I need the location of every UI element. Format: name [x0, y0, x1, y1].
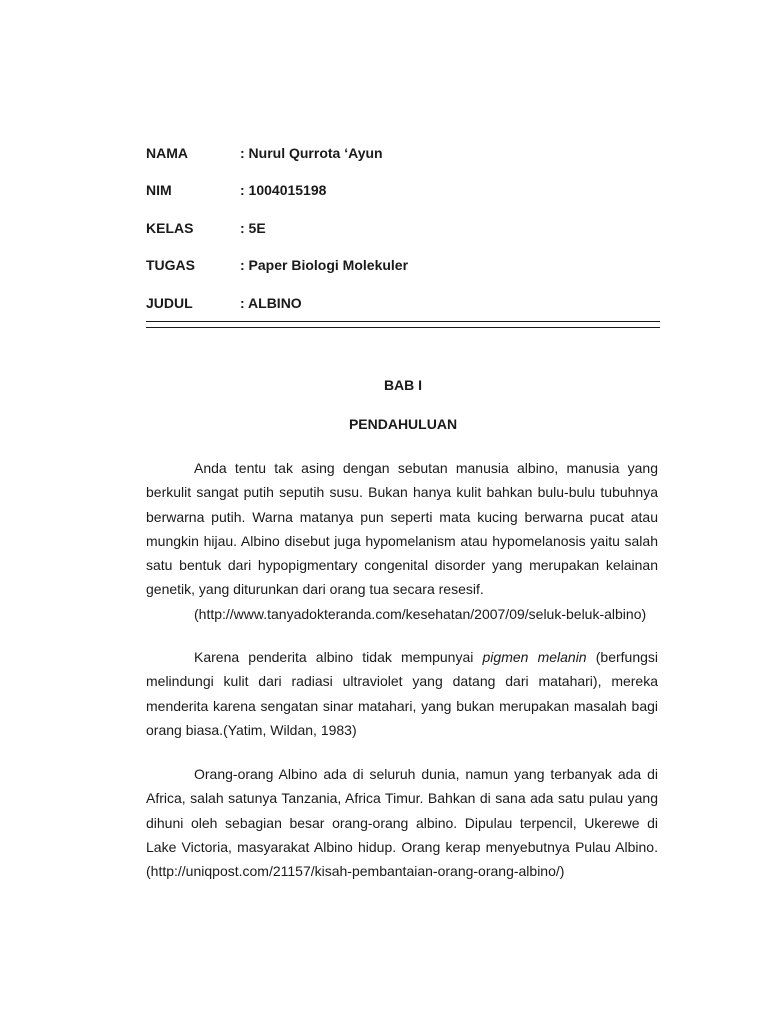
header-label-nim: NIM: [146, 182, 172, 198]
paragraph-2-text-end: (berfungsi melindungi kulit dari radiasi ultraviolet yang datang dari matahari), mereka menderita karena sengatan sinar matahari, yang bukan merupakan masalah bagi orang biasa.(Yatim, Wildan, 1983): [146, 649, 658, 738]
header-label-kelas: KELAS: [146, 220, 194, 236]
header-value-nim: : 1004015198: [240, 182, 327, 198]
paragraph-2-text-start: Karena penderita albino tidak mempunyai: [194, 649, 483, 665]
paragraph-1: [146, 456, 658, 626]
header-value-judul: : ALBINO: [240, 295, 302, 311]
paragraph-1-text: Anda tentu tak asing dengan sebutan manusia albino, manusia yang berkulit sangat putih seputih susu. Bukan hanya kulit bahkan bulu-bulu tubuhnya berwarna putih. Warna matanya pun seperti mata kucing berwarna pucat atau mungkin hijau. Albino disebut juga hypomelanism atau hypomelanosis yaitu salah satu bentuk dari hypopigmentary congenital disorder yang merupakan kelainan genetik, yang diturunkan dari orang tua secara resesif.: [146, 460, 658, 598]
header-value-kelas: : 5E: [240, 220, 266, 236]
header-value-tugas: : Paper Biologi Molekuler: [240, 257, 409, 273]
header-value-nama: : Nurul Qurrota ‘Ayun: [240, 145, 383, 161]
paragraph-2-italic-term: pigmen melanin: [482, 649, 587, 665]
paragraph-3: [146, 762, 658, 883]
header-divider: [146, 321, 660, 328]
header-label-tugas: TUGAS: [146, 257, 195, 273]
chapter-number: BAB I: [383, 377, 423, 393]
paragraph-2: [146, 645, 658, 742]
header-label-nama: NAMA: [146, 145, 188, 161]
paragraph-1-citation: (http://www.tanyadokteranda.com/kesehatan/2007/09/seluk-beluk-albino): [194, 605, 647, 622]
header-label-judul: JUDUL: [146, 295, 193, 311]
paragraph-3-text: Orang-orang Albino ada di seluruh dunia, namun yang terbanyak ada di Africa, salah satunya Tanzania, Africa Timur. Bahkan di sana ada satu pulau yang dihuni oleh sebagian besar orang-orang albino. Dipulau terpencil, Ukerewe di Lake Victoria, masyarakat Albino hidup. Orang kerap menyebutnya Pulau Albino. (http://uniqpost.com/21157/kisah-pembantaian-orang-orang-albino/): [146, 766, 658, 880]
chapter-title: PENDAHULUAN: [348, 416, 458, 432]
